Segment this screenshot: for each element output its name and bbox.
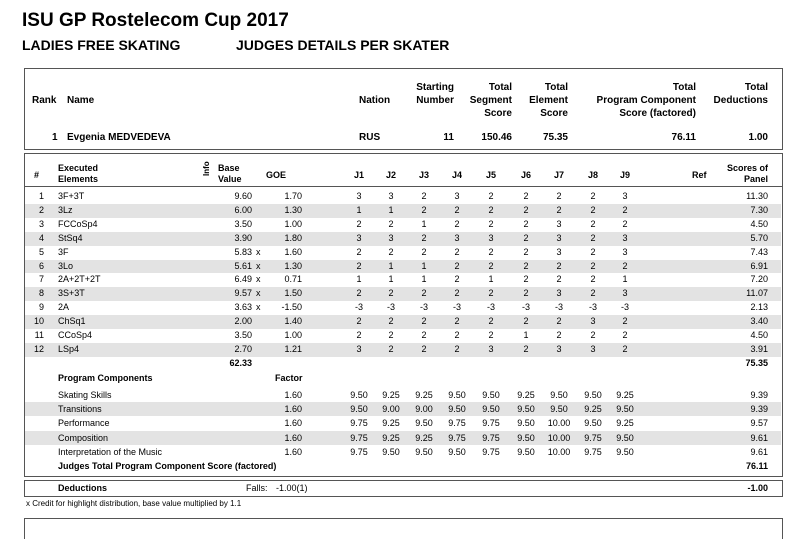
element-code: 3S+3T xyxy=(58,288,85,299)
judge-score: 3 xyxy=(388,232,394,243)
element-panel-score: 7.20 xyxy=(750,274,768,285)
row-shade xyxy=(25,204,781,218)
judge-score: 3 xyxy=(488,343,494,354)
judge-component-score: 9.75 xyxy=(448,432,466,443)
element-bonus-marker: x xyxy=(256,274,261,285)
element-base-value: 6.49 xyxy=(234,274,252,285)
judge-component-score: 9.00 xyxy=(415,404,433,415)
judge-score: 2 xyxy=(421,330,427,340)
judge-score: 2 xyxy=(454,260,460,271)
judge-score: 3 xyxy=(356,232,362,243)
judge-component-score: 9.75 xyxy=(482,432,500,443)
judge-header: J6 xyxy=(520,170,531,180)
next-section-box xyxy=(24,518,783,539)
judge-component-score: 9.50 xyxy=(482,390,500,400)
judge-score: 2 xyxy=(488,260,494,271)
footnote: x Credit for highlight distribution, base value multiplied by 1.1 xyxy=(26,499,242,508)
skater-total-pcs: 76.11 xyxy=(671,132,696,143)
component-factor: 1.60 xyxy=(284,390,302,400)
judge-score: 2 xyxy=(622,343,628,354)
judge-component-score: 9.25 xyxy=(382,390,400,400)
judge-score: 2 xyxy=(421,232,427,243)
header-total-deductions: Total Deductions xyxy=(713,82,768,106)
element-base-value: 2.70 xyxy=(234,343,252,354)
component-panel-score: 9.39 xyxy=(750,404,768,415)
judge-score: 3 xyxy=(556,288,562,299)
judge-component-score: 9.75 xyxy=(584,432,602,443)
element-base-value: 6.00 xyxy=(234,204,252,215)
header-total-element-score: Total Element Score xyxy=(529,82,568,119)
judge-score: 2 xyxy=(523,218,529,229)
deductions-box xyxy=(24,480,783,497)
element-code: CCoSp4 xyxy=(58,330,93,340)
judge-score: 2 xyxy=(622,330,628,340)
element-goe: 1.50 xyxy=(284,288,302,299)
element-base-value: 3.90 xyxy=(234,232,252,243)
judge-score: 3 xyxy=(556,232,562,243)
judge-header: J2 xyxy=(385,170,396,180)
judge-score: 2 xyxy=(454,316,460,327)
col-ref-header: Ref xyxy=(692,170,707,180)
judge-score: 1 xyxy=(622,274,628,285)
element-code: ChSq1 xyxy=(58,316,86,327)
judge-component-score: 9.50 xyxy=(448,404,466,415)
element-code: LSp4 xyxy=(58,343,80,354)
element-panel-score: 3.91 xyxy=(750,343,768,354)
judge-component-score: 9.25 xyxy=(415,390,433,400)
judge-score: 1 xyxy=(388,274,394,285)
judge-component-score: 9.50 xyxy=(584,390,602,400)
judge-component-score: 9.75 xyxy=(350,446,368,457)
element-panel-score: 11.07 xyxy=(746,288,768,299)
judge-score: 2 xyxy=(488,218,494,229)
element-number: 9 xyxy=(38,302,44,313)
judge-score: -3 xyxy=(386,302,395,313)
skater-rank: 1 xyxy=(52,132,58,143)
deductions-total: -1.00 xyxy=(747,483,768,493)
judge-component-score: 9.75 xyxy=(584,446,602,457)
element-base-value: 2.00 xyxy=(234,316,252,327)
judge-score: 2 xyxy=(421,316,427,327)
judge-component-score: 9.50 xyxy=(517,404,535,415)
judge-score: 3 xyxy=(590,343,596,354)
col-num-header: # xyxy=(34,170,40,180)
element-number: 3 xyxy=(38,218,44,229)
judge-component-score: 9.50 xyxy=(517,418,535,429)
judge-score: 3 xyxy=(356,191,362,201)
element-base-value: 3.50 xyxy=(234,218,252,229)
element-panel-score: 5.70 xyxy=(750,232,768,243)
judge-score: -3 xyxy=(354,302,363,313)
judge-score: 2 xyxy=(454,274,460,285)
element-code: 3F+3T xyxy=(58,191,85,201)
event-title: ISU GP Rostelecom Cup 2017 xyxy=(22,10,289,31)
judge-score: 2 xyxy=(454,343,460,354)
judge-score: -3 xyxy=(588,302,597,313)
judge-score: 2 xyxy=(590,330,596,340)
element-panel-score: 11.30 xyxy=(746,191,768,201)
element-panel-score: 2.13 xyxy=(750,302,768,313)
element-goe: 1.30 xyxy=(284,204,302,215)
judge-score: 2 xyxy=(556,330,562,340)
row-shade xyxy=(25,260,781,274)
element-code: FCCoSp4 xyxy=(58,218,98,229)
elements-total: 75.35 xyxy=(745,358,768,368)
judge-score: 2 xyxy=(590,191,596,201)
judge-score: 2 xyxy=(590,246,596,257)
element-bonus-marker: x xyxy=(256,288,261,299)
judge-score: 3 xyxy=(388,191,394,201)
judge-score: 2 xyxy=(523,274,529,285)
component-panel-score: 9.61 xyxy=(750,432,768,443)
component-factor: 1.60 xyxy=(284,404,302,415)
judge-header: J1 xyxy=(353,170,364,180)
judge-score: 2 xyxy=(590,232,596,243)
judge-component-score: 9.50 xyxy=(415,446,433,457)
element-panel-score: 4.50 xyxy=(750,330,768,340)
judge-component-score: 9.25 xyxy=(415,432,433,443)
col-goe-header: GOE xyxy=(266,170,287,180)
judge-score: -3 xyxy=(554,302,563,313)
judge-score: 2 xyxy=(590,260,596,271)
details-header-divider xyxy=(24,186,782,187)
judge-score: 2 xyxy=(388,246,394,257)
judge-component-score: 9.50 xyxy=(517,446,535,457)
element-code: 3Lz xyxy=(58,204,73,215)
row-shade xyxy=(25,287,781,301)
deductions-label: Deductions xyxy=(58,483,108,493)
judge-score: 3 xyxy=(622,232,628,243)
judge-score: 2 xyxy=(421,204,427,215)
judge-component-score: 9.50 xyxy=(616,432,634,443)
element-panel-score: 4.50 xyxy=(750,218,768,229)
judge-component-score: 9.50 xyxy=(415,418,433,429)
skater-nation: RUS xyxy=(359,132,381,143)
skater-total-deductions: 1.00 xyxy=(748,132,768,143)
element-goe: 1.40 xyxy=(284,316,302,327)
judge-score: 2 xyxy=(622,204,628,215)
judge-score: 2 xyxy=(523,343,529,354)
component-factor: 1.60 xyxy=(284,432,302,443)
pcs-total-label: Judges Total Program Component Score (factored) xyxy=(58,461,277,471)
component-name: Interpretation of the Music xyxy=(58,446,163,457)
judge-component-score: 9.50 xyxy=(350,390,368,400)
judge-score: 3 xyxy=(622,246,628,257)
element-number: 4 xyxy=(38,232,44,243)
judge-component-score: 9.00 xyxy=(382,404,400,415)
element-code: StSq4 xyxy=(58,232,83,243)
element-base-value: 3.63 xyxy=(234,302,252,313)
judge-score: 3 xyxy=(622,191,628,201)
judge-score: -3 xyxy=(521,302,530,313)
judge-score: -3 xyxy=(452,302,461,313)
judge-component-score: 9.75 xyxy=(482,418,500,429)
col-executed-header: Executed Elements xyxy=(58,163,99,184)
judge-component-score: 9.25 xyxy=(616,418,634,429)
judge-score: 1 xyxy=(388,204,394,215)
component-panel-score: 9.61 xyxy=(750,446,768,457)
element-base-value: 5.61 xyxy=(234,260,252,271)
judge-header: J8 xyxy=(587,170,598,180)
judge-component-score: 9.75 xyxy=(482,446,500,457)
element-goe: 1.80 xyxy=(284,232,302,243)
judge-score: 3 xyxy=(556,218,562,229)
element-base-value: 9.60 xyxy=(234,191,252,201)
judge-score: 2 xyxy=(590,288,596,299)
element-code: 3Lo xyxy=(58,260,74,271)
judge-score: 2 xyxy=(488,316,494,327)
element-goe: 1.60 xyxy=(284,246,302,257)
element-panel-score: 3.40 xyxy=(750,316,768,327)
judge-score: 2 xyxy=(622,260,628,271)
judge-score: 2 xyxy=(590,218,596,229)
judge-score: 1 xyxy=(356,274,362,285)
judge-header: J7 xyxy=(553,170,564,180)
judge-score: 2 xyxy=(356,246,362,257)
judge-header: J4 xyxy=(451,170,462,180)
judge-score: 3 xyxy=(356,343,362,354)
element-number: 12 xyxy=(33,343,44,354)
element-number: 1 xyxy=(38,191,44,201)
component-panel-score: 9.57 xyxy=(750,418,768,429)
judge-score: 1 xyxy=(421,260,427,271)
judge-score: 2 xyxy=(523,246,529,257)
judge-score: 2 xyxy=(421,288,427,299)
judge-score: 1 xyxy=(488,274,494,285)
element-goe: 1.00 xyxy=(284,330,302,340)
judge-component-score: 9.75 xyxy=(448,418,466,429)
judge-score: 2 xyxy=(523,288,529,299)
element-base-value: 5.83 xyxy=(234,246,252,257)
judge-score: 2 xyxy=(523,232,529,243)
element-panel-score: 6.91 xyxy=(750,260,768,271)
element-number: 2 xyxy=(38,204,44,215)
row-shade xyxy=(25,343,781,357)
judge-component-score: 10.00 xyxy=(547,446,571,457)
judge-score: 2 xyxy=(556,204,562,215)
component-factor: 1.60 xyxy=(284,446,302,457)
judge-score: 2 xyxy=(556,191,562,201)
element-code: 3F xyxy=(58,246,69,257)
element-number: 11 xyxy=(34,330,44,340)
header-rank: Rank xyxy=(32,95,57,106)
component-name: Skating Skills xyxy=(58,390,112,400)
judge-score: 2 xyxy=(556,274,562,285)
judge-score: 2 xyxy=(488,288,494,299)
judge-component-score: 10.00 xyxy=(547,432,571,443)
element-number: 10 xyxy=(33,316,44,327)
element-base-value: 9.57 xyxy=(234,288,252,299)
program-components-label: Program Components xyxy=(58,373,153,383)
header-nation: Nation xyxy=(359,95,391,106)
judge-component-score: 9.50 xyxy=(382,446,400,457)
judge-score: 1 xyxy=(523,330,529,340)
judge-component-score: 9.50 xyxy=(482,404,500,415)
judge-score: 2 xyxy=(388,288,394,299)
judge-score: -3 xyxy=(486,302,495,313)
judge-header: J5 xyxy=(485,170,496,180)
col-panel-header: Scores of Panel xyxy=(726,163,768,184)
judge-score: 2 xyxy=(590,204,596,215)
judge-score: 3 xyxy=(454,191,460,201)
element-number: 7 xyxy=(38,274,44,285)
judge-component-score: 9.50 xyxy=(584,418,602,429)
judge-score: 2 xyxy=(356,316,362,327)
pcs-total: 76.11 xyxy=(745,461,768,471)
judge-score: 2 xyxy=(421,343,427,354)
judge-score: 2 xyxy=(388,330,394,340)
row-shade xyxy=(25,315,781,329)
factor-label: Factor xyxy=(275,373,303,383)
judge-component-score: 10.00 xyxy=(547,418,571,429)
judge-score: 2 xyxy=(454,218,460,229)
element-bonus-marker: x xyxy=(256,246,261,257)
judge-component-score: 9.50 xyxy=(517,432,535,443)
judge-score: 2 xyxy=(523,191,529,201)
header-name: Name xyxy=(67,95,95,106)
judge-score: 2 xyxy=(356,288,362,299)
skater-starting-number: 11 xyxy=(443,132,454,143)
element-code: 2A+2T+2T xyxy=(58,274,101,285)
component-name: Transitions xyxy=(58,404,102,415)
judge-score: -3 xyxy=(419,302,428,313)
element-bonus-marker: x xyxy=(256,260,261,271)
skater-total-segment-score: 150.46 xyxy=(481,132,512,143)
base-value-total: 62.33 xyxy=(229,358,252,368)
judge-score: 2 xyxy=(556,316,562,327)
element-goe: 1.70 xyxy=(284,191,302,201)
judge-score: 1 xyxy=(388,260,394,271)
element-goe: 1.00 xyxy=(284,218,302,229)
judge-component-score: 9.50 xyxy=(616,404,634,415)
judge-component-score: 9.50 xyxy=(448,390,466,400)
judge-component-score: 9.25 xyxy=(382,418,400,429)
component-factor: 1.60 xyxy=(284,418,302,429)
element-goe: 1.21 xyxy=(284,343,302,354)
element-goe: 1.30 xyxy=(284,260,302,271)
judge-score: 2 xyxy=(388,218,394,229)
judge-score: 3 xyxy=(556,246,562,257)
judge-component-score: 9.25 xyxy=(517,390,535,400)
judge-score: 3 xyxy=(556,343,562,354)
judge-score: 2 xyxy=(421,191,427,201)
judge-score: 2 xyxy=(590,274,596,285)
falls-value: -1.00(1) xyxy=(276,483,308,493)
judge-component-score: 9.50 xyxy=(550,404,568,415)
judge-component-score: 9.50 xyxy=(350,404,368,415)
col-info-header: Info xyxy=(202,161,211,176)
skater-name: Evgenia MEDVEDEVA xyxy=(67,132,171,143)
judge-score: 3 xyxy=(622,288,628,299)
judge-score: 2 xyxy=(488,330,494,340)
element-panel-score: 7.43 xyxy=(750,246,768,257)
judge-score: 1 xyxy=(421,274,427,285)
component-name: Performance xyxy=(58,418,110,429)
judge-score: 2 xyxy=(356,330,362,340)
judge-score: 2 xyxy=(523,260,529,271)
judge-score: 2 xyxy=(356,260,362,271)
header-total-pcs: Total Program Component Score (factored) xyxy=(596,82,696,119)
judge-score: 2 xyxy=(556,260,562,271)
segment-title: LADIES FREE SKATING xyxy=(22,37,181,53)
element-number: 5 xyxy=(38,246,44,257)
element-code: 2A xyxy=(58,302,70,313)
component-panel-score: 9.39 xyxy=(750,390,768,400)
element-goe: 0.71 xyxy=(284,274,302,285)
skater-total-element-score: 75.35 xyxy=(542,132,568,143)
judge-score: 2 xyxy=(488,246,494,257)
judge-score: 2 xyxy=(421,246,427,257)
judge-score: 2 xyxy=(388,343,394,354)
report-type-title: JUDGES DETAILS PER SKATER xyxy=(236,37,450,53)
judge-score: 3 xyxy=(454,232,460,243)
judge-score: 2 xyxy=(454,246,460,257)
judge-component-score: 9.50 xyxy=(616,446,634,457)
col-base-header: Base Value xyxy=(218,163,242,184)
judge-component-score: 9.25 xyxy=(584,404,602,415)
judge-component-score: 9.75 xyxy=(350,418,368,429)
judge-score: 1 xyxy=(356,204,362,215)
judge-score: 2 xyxy=(454,288,460,299)
judge-score: 1 xyxy=(421,218,427,229)
header-starting-number: Starting Number xyxy=(416,82,454,106)
row-shade xyxy=(25,232,781,246)
falls-label: Falls: xyxy=(246,483,268,493)
judge-score: 2 xyxy=(488,191,494,201)
element-number: 8 xyxy=(38,288,44,299)
judge-score: 2 xyxy=(356,218,362,229)
element-number: 6 xyxy=(38,260,44,271)
judge-component-score: 9.25 xyxy=(382,432,400,443)
judge-score: 2 xyxy=(622,316,628,327)
judge-header: J3 xyxy=(418,170,429,180)
element-panel-score: 7.30 xyxy=(750,204,768,215)
judge-score: 2 xyxy=(523,204,529,215)
header-total-segment-score: Total Segment Score xyxy=(469,82,512,119)
judge-component-score: 9.50 xyxy=(550,390,568,400)
component-name: Composition xyxy=(58,432,109,443)
judge-header: J9 xyxy=(619,170,630,180)
judge-score: 2 xyxy=(488,204,494,215)
judge-score: 2 xyxy=(454,204,460,215)
judge-score: 2 xyxy=(454,330,460,340)
judge-component-score: 9.50 xyxy=(448,446,466,457)
judge-score: 3 xyxy=(590,316,596,327)
judge-score: 2 xyxy=(388,316,394,327)
element-goe: -1.50 xyxy=(281,302,302,313)
judge-score: 3 xyxy=(488,232,494,243)
judge-score: 2 xyxy=(523,316,529,327)
judge-component-score: 9.25 xyxy=(616,390,634,400)
judge-component-score: 9.75 xyxy=(350,432,368,443)
element-bonus-marker: x xyxy=(256,302,261,313)
judge-score: 2 xyxy=(622,218,628,229)
judge-score: -3 xyxy=(620,302,629,313)
element-base-value: 3.50 xyxy=(234,330,252,340)
